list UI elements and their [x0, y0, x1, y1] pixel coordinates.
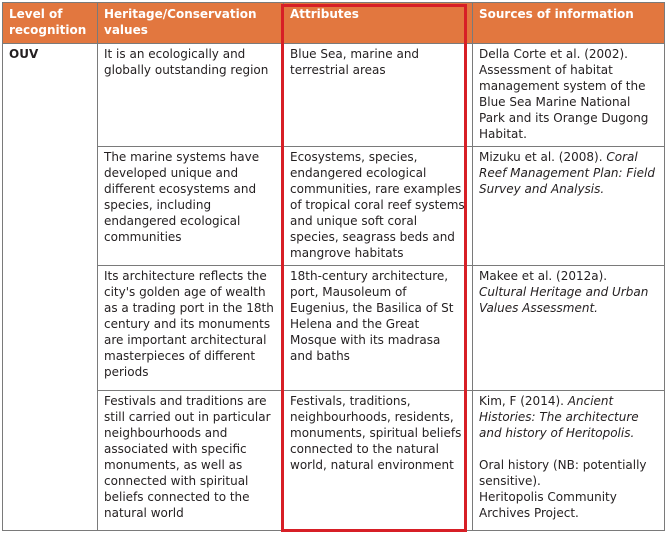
heritage-values-table	[2, 2, 665, 531]
table-row	[3, 44, 665, 147]
source-archives: Heritopolis Community Archives Project.	[479, 490, 617, 520]
attributes-cell: Blue Sea, marine and terrestrial areas	[284, 44, 473, 147]
sources-cell: Della Corte et al. (2002). Assessment of habitat management system of the Blue Sea Marine National Park and its Orange Dugong Habitat.	[473, 44, 665, 147]
source-author: Mizuku et al. (2008).	[479, 150, 607, 164]
source-author: Makee et al. (2012a).	[479, 269, 608, 283]
header-attributes: Attributes	[284, 3, 473, 44]
attributes-cell: 18th-century architecture, port, Mausoleum of Eugenius, the Basilica of St Helena and the Great Mosque with its madrasa and baths	[284, 266, 473, 391]
sources-cell	[473, 147, 665, 266]
table-header-row	[3, 3, 665, 44]
source-title: Coral Reef Management Plan: Field Survey and Analysis.	[479, 150, 655, 196]
attributes-cell: Ecosystems, species, endangered ecological communities, rare examples of tropical coral reef systems and unique soft coral species, seagrass beds and mangrove habitats	[284, 147, 473, 266]
source-oral-history: Oral history (NB: potentially sensitive).	[479, 458, 647, 488]
table-row	[3, 147, 665, 266]
value-cell: The marine systems have developed unique and different ecosystems and species, including endangered ecological communities	[98, 147, 284, 266]
level-cell-ouv: OUV	[3, 44, 98, 531]
header-heritage-conservation-values: Heritage/Conservation values	[98, 3, 284, 44]
source-author: Kim, F (2014).	[479, 394, 568, 408]
sources-cell	[473, 391, 665, 531]
header-level-of-recognition: Level of recognition	[3, 3, 98, 44]
attributes-cell: Festivals, traditions, neighbourhoods, residents, monuments, spiritual beliefs connected to the natural world, natural environment	[284, 391, 473, 531]
source-title: Ancient Histories: The architecture and history of Heritopolis.	[479, 394, 639, 440]
table-row	[3, 391, 665, 531]
header-sources-of-information: Sources of information	[473, 3, 665, 44]
value-cell: It is an ecologically and globally outstanding region	[98, 44, 284, 147]
table-row	[3, 266, 665, 391]
source-title: Cultural Heritage and Urban Values Assessment.	[479, 285, 649, 315]
sources-cell	[473, 266, 665, 391]
value-cell: Festivals and traditions are still carried out in particular neighbourhoods and associated with specific monuments, as well as connected with spiritual beliefs connected to the natural world	[98, 391, 284, 531]
value-cell: Its architecture reflects the city's golden age of wealth as a trading port in the 18th century and its monuments are important architectural masterpieces of different periods	[98, 266, 284, 391]
